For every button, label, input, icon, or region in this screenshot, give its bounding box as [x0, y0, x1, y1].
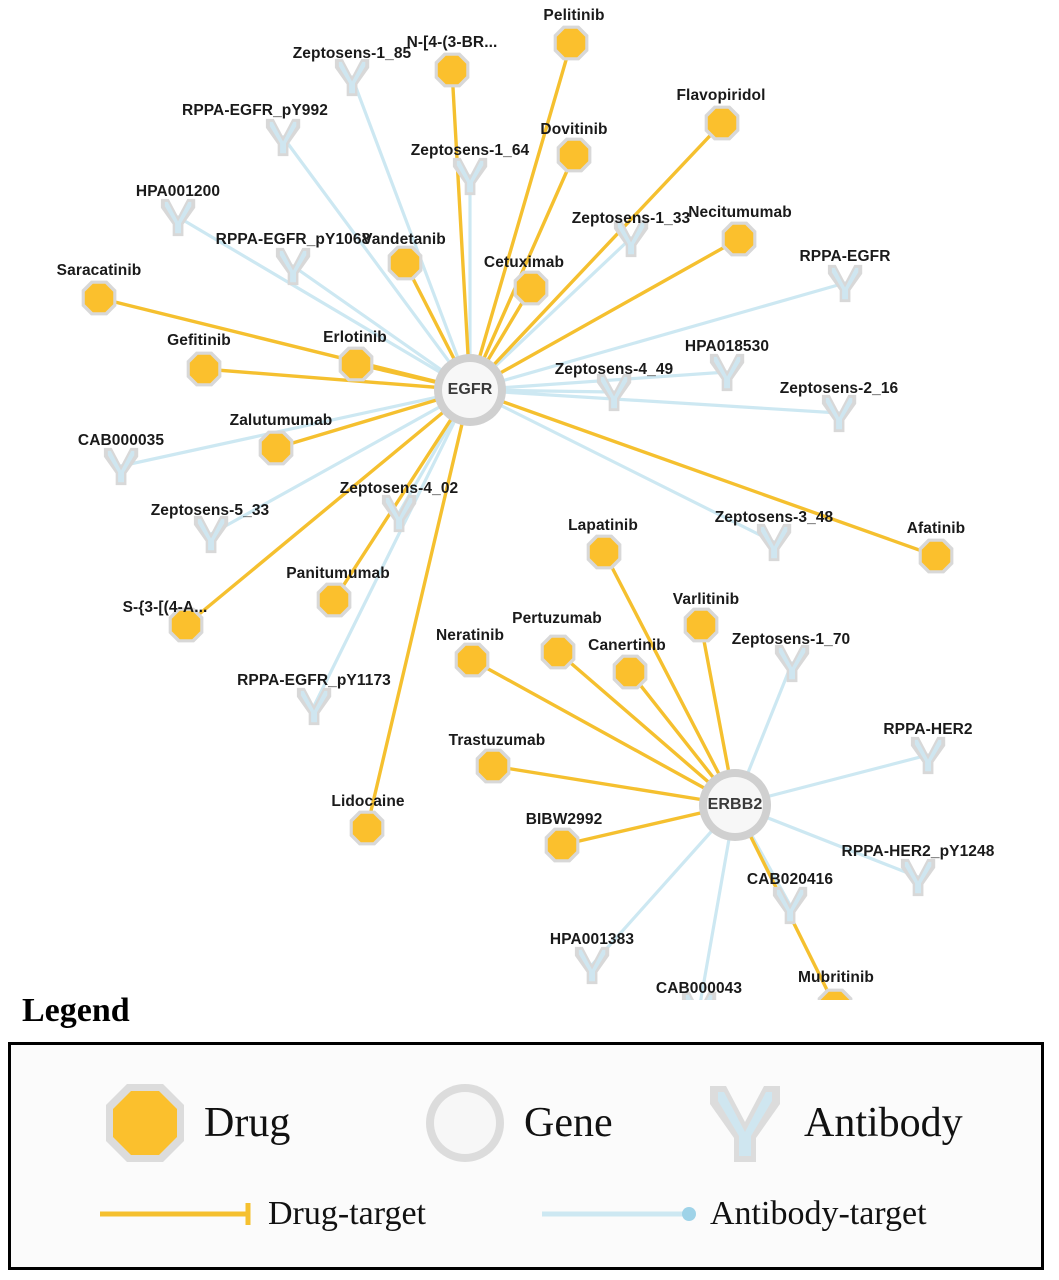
drug-node[interactable] — [455, 643, 490, 678]
drug-node[interactable] — [476, 749, 511, 784]
antibody-node[interactable] — [773, 887, 807, 924]
antibody-label: RPPA-HER2 — [883, 721, 973, 738]
drug-node[interactable] — [705, 106, 740, 141]
drug-node[interactable] — [388, 246, 423, 281]
drug-label: Dovitinib — [540, 121, 608, 138]
edge-antibody-target — [314, 390, 470, 706]
antibody-label: Zeptosens-4_02 — [339, 480, 459, 497]
drug-node[interactable] — [545, 828, 580, 863]
antibody-label: Zeptosens-4_49 — [554, 361, 674, 378]
drug-label: Gefitinib — [167, 332, 231, 349]
drug-label: Panitumumab — [286, 565, 390, 582]
drug-node[interactable] — [82, 281, 117, 316]
antibody-node[interactable] — [266, 119, 300, 156]
drug-label: Lidocaine — [331, 793, 405, 810]
antibody-label: RPPA-EGFR_pY1173 — [237, 672, 391, 689]
antibody-node[interactable] — [901, 859, 935, 896]
drug-label: S-{3-[(4-A... — [122, 599, 208, 616]
drug-node[interactable] — [514, 271, 549, 306]
drug-node[interactable] — [919, 539, 954, 574]
legend-item-drug — [100, 1078, 290, 1168]
antibody-node[interactable] — [297, 688, 331, 725]
drug-node[interactable] — [317, 583, 352, 618]
drug-label: N-[4-(3-BR... — [406, 34, 498, 51]
legend-label-drug: Drug — [204, 1100, 291, 1146]
antibody-label: RPPA-EGFR — [799, 248, 891, 265]
drug-node[interactable] — [339, 347, 374, 382]
drug-label: Trastuzumab — [448, 732, 546, 749]
drug-label: Necitumumab — [688, 204, 792, 221]
antibody-label: HPA001200 — [135, 183, 221, 200]
antibody-label: HPA018530 — [684, 338, 770, 355]
antibody-node[interactable] — [911, 737, 945, 774]
legend-item-antibody-target — [540, 1195, 927, 1233]
antibody-node[interactable] — [828, 265, 862, 302]
drug-node[interactable] — [557, 138, 592, 173]
antibody-label: CAB000035 — [77, 432, 165, 449]
antibody-node[interactable] — [335, 59, 369, 96]
antibody-label: Zeptosens-2_16 — [779, 380, 899, 397]
legend-edges-row — [0, 1185, 1059, 1255]
gene-label: EGFR — [447, 381, 493, 398]
legend-item-antibody — [700, 1078, 963, 1168]
drug-node[interactable] — [613, 655, 648, 690]
antibody-label: Zeptosens-5_33 — [150, 502, 270, 519]
antibody-node[interactable] — [757, 524, 791, 561]
drug-label: Canertinib — [588, 637, 666, 654]
antibody-node[interactable] — [194, 516, 228, 553]
legend-label-antibody: Antibody — [804, 1100, 963, 1146]
drug-node[interactable] — [587, 535, 622, 570]
drug-label: Mubritinib — [798, 969, 874, 986]
antibody-label: Zeptosens-1_85 — [292, 45, 412, 62]
drug-node[interactable] — [187, 352, 222, 387]
antibody-label: Zeptosens-1_33 — [571, 210, 691, 227]
drug-node[interactable] — [541, 635, 576, 670]
drug-label: BIBW2992 — [525, 811, 603, 828]
antibody-label: Zeptosens-1_64 — [410, 142, 530, 159]
legend-title: Legend — [22, 992, 130, 1029]
drug-label: Varlitinib — [672, 591, 740, 608]
antibody-target-edge-icon — [540, 1199, 700, 1229]
drug-label: Erlotinib — [323, 329, 387, 346]
drug-node[interactable] — [722, 222, 757, 257]
drug-node[interactable] — [554, 26, 589, 61]
antibody-node[interactable] — [575, 947, 609, 984]
legend-label-antibody-target: Antibody-target — [710, 1195, 927, 1232]
drug-icon — [100, 1078, 190, 1168]
drug-label: Afatinib — [906, 520, 966, 537]
antibody-icon — [700, 1078, 790, 1168]
antibody-label: Zeptosens-1_70 — [731, 631, 851, 648]
drug-node[interactable] — [259, 431, 294, 466]
antibody-label: CAB020416 — [746, 871, 834, 888]
edge-drug-target — [452, 70, 470, 390]
antibody-label: HPA001383 — [549, 931, 635, 948]
legend-item-gene — [420, 1078, 613, 1168]
gene-icon — [420, 1078, 510, 1168]
legend-label-drug-target: Drug-target — [268, 1195, 426, 1232]
drug-label: Flavopiridol — [676, 87, 766, 104]
antibody-label: CAB000043 — [655, 980, 743, 997]
antibody-node[interactable] — [775, 645, 809, 682]
edge-drug-target — [367, 390, 470, 828]
drug-label: Pelitinib — [543, 7, 605, 24]
drug-label: Neratinib — [435, 627, 505, 644]
legend-shapes-row — [0, 1060, 1059, 1170]
drug-label: Cetuximab — [483, 254, 565, 271]
drug-target-edge-icon — [98, 1199, 258, 1229]
drug-label: Lapatinib — [568, 517, 638, 534]
drug-node[interactable] — [684, 608, 719, 643]
edge-drug-target — [470, 390, 936, 556]
antibody-label: RPPA-HER2_pY1248 — [841, 843, 995, 860]
drug-label: Zalutumumab — [229, 412, 333, 429]
drug-node[interactable] — [350, 811, 385, 846]
drug-node[interactable] — [435, 53, 470, 88]
antibody-node[interactable] — [104, 448, 138, 485]
drug-label: Saracatinib — [56, 262, 142, 279]
antibody-label: RPPA-EGFR_pY1068 — [215, 231, 371, 248]
legend-label-gene: Gene — [524, 1100, 613, 1146]
antibody-node[interactable] — [161, 199, 195, 236]
gene-label: ERBB2 — [707, 796, 763, 813]
drug-label: Vandetanib — [362, 231, 446, 248]
drug-node[interactable] — [818, 989, 853, 1000]
drug-label: Pertuzumab — [512, 610, 602, 627]
antibody-label: RPPA-EGFR_pY992 — [182, 102, 328, 119]
legend-item-drug-target — [98, 1195, 426, 1233]
antibody-label: Zeptosens-3_48 — [714, 509, 834, 526]
